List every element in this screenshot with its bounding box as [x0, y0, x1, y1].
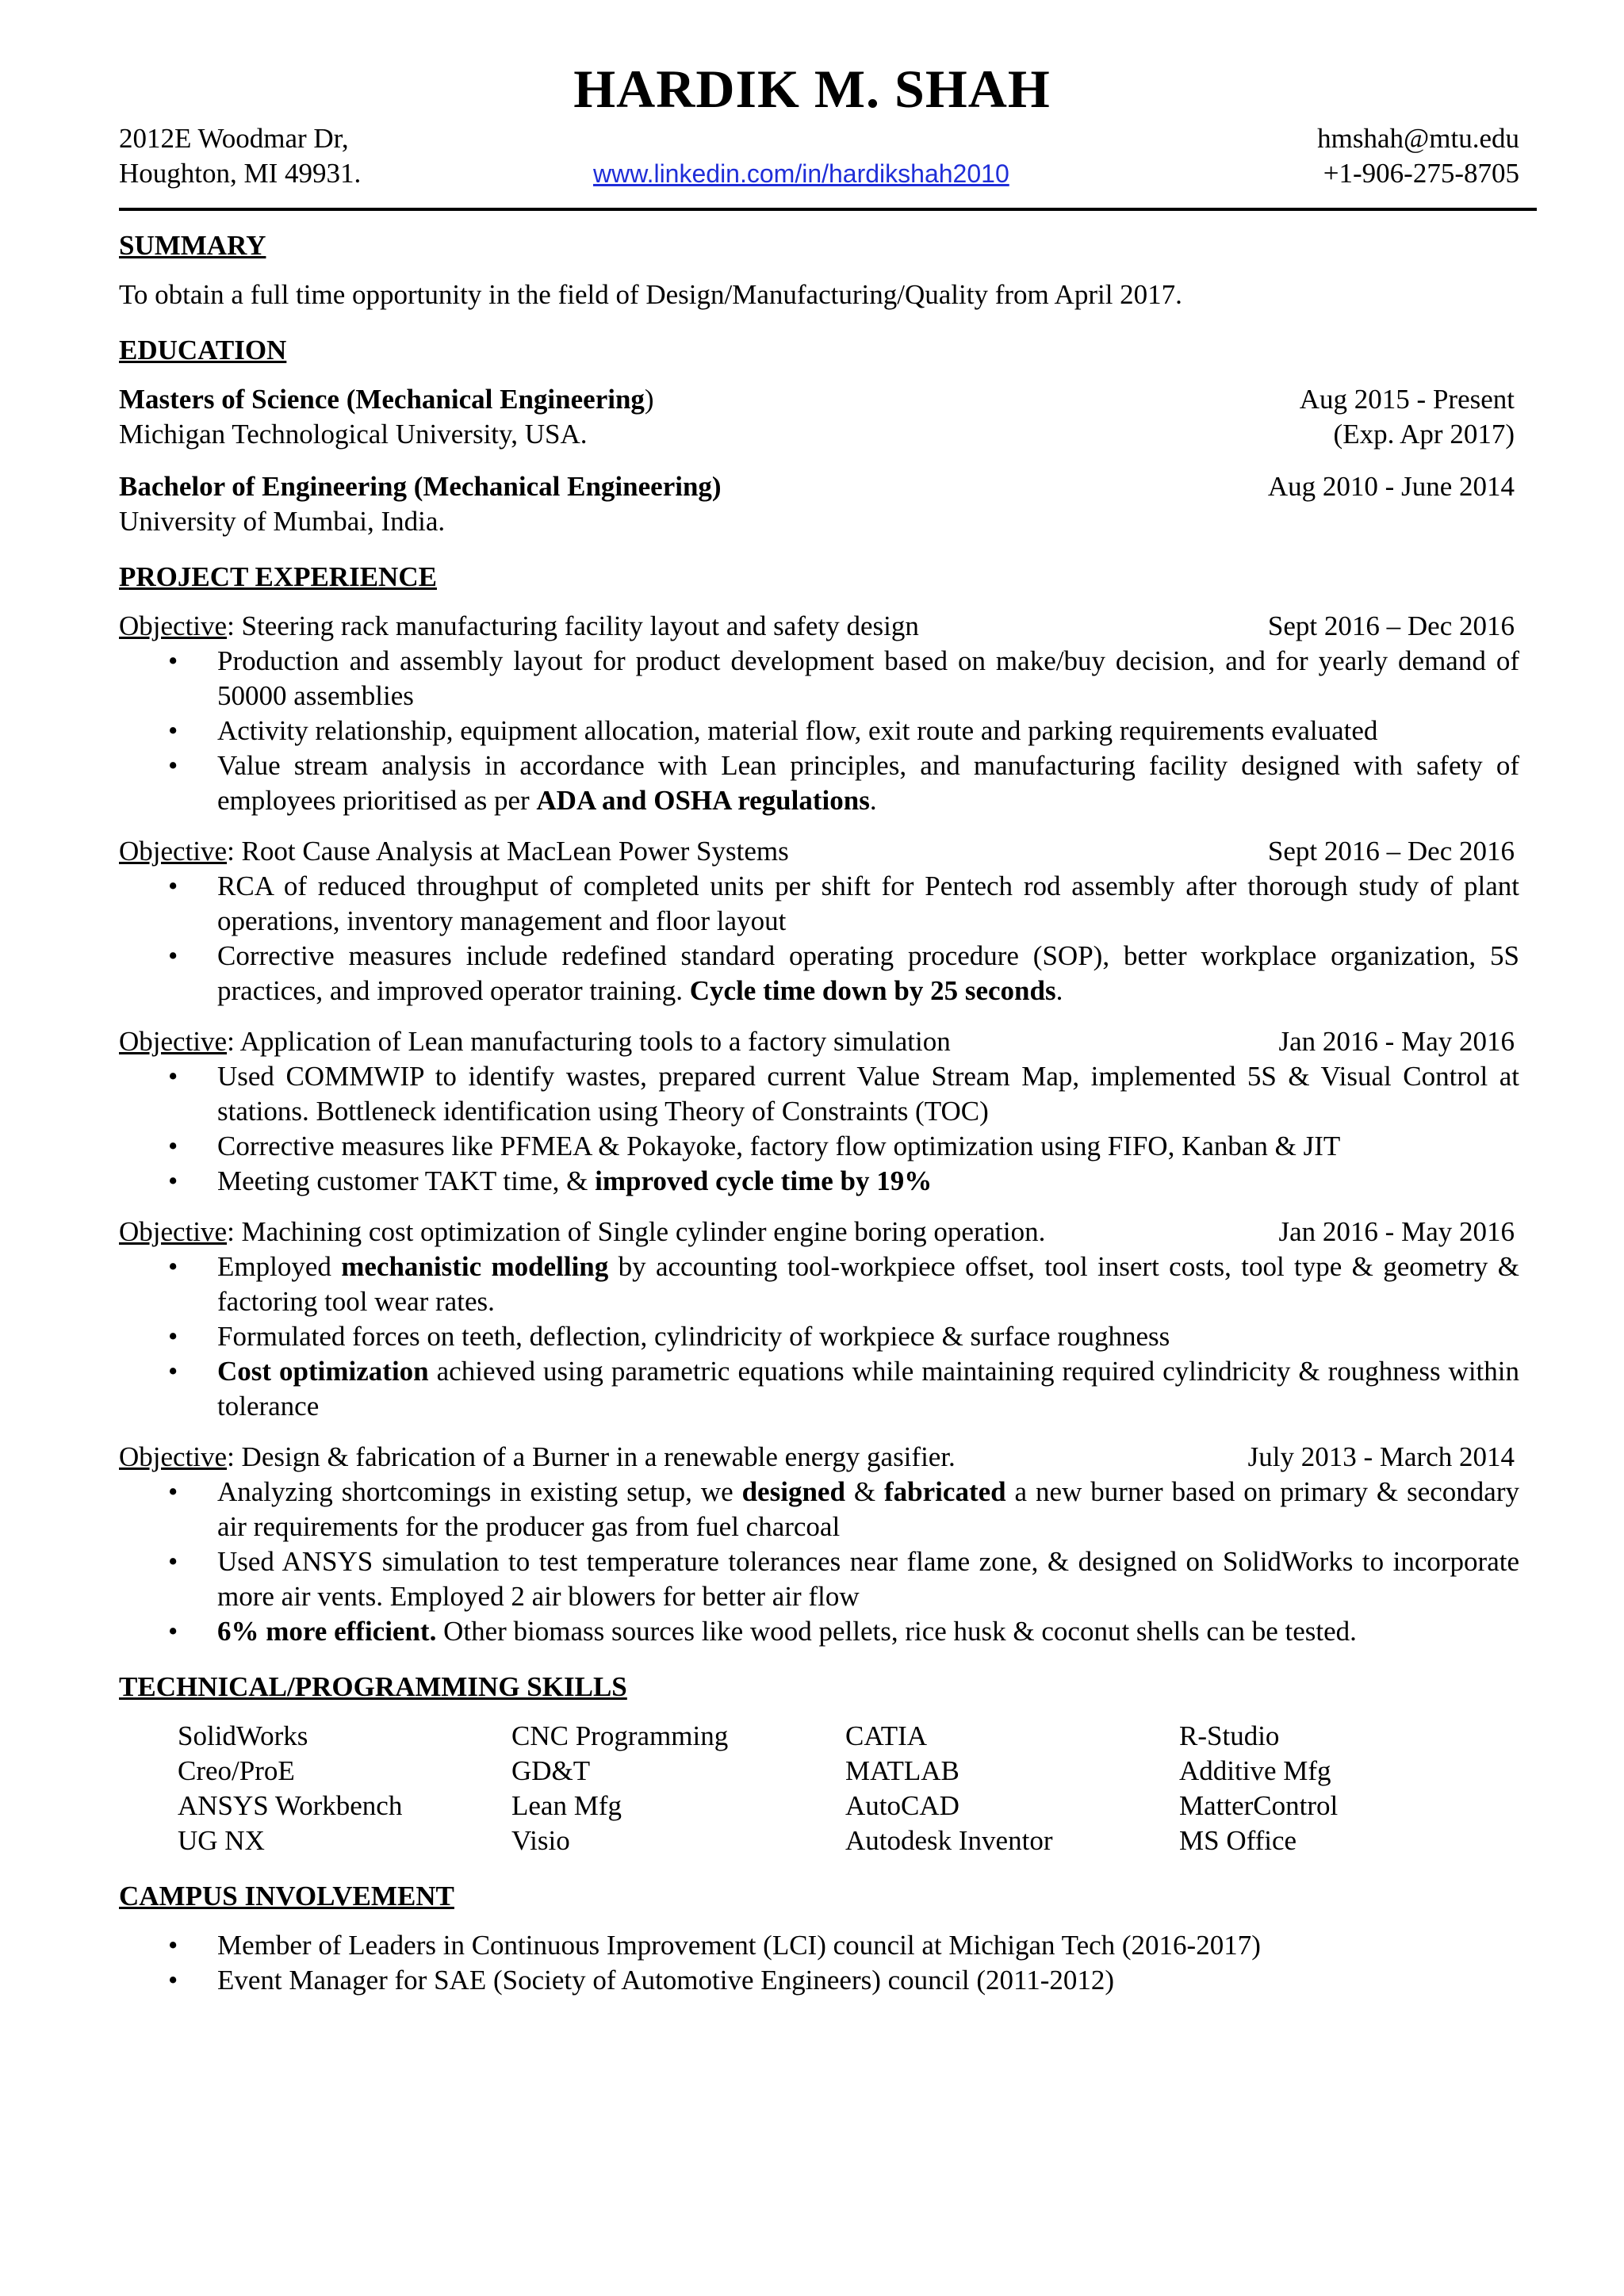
bullet-text: a new burner based on primary & secondary air requirements for the producer gas from fuel charcoal: [217, 1476, 1519, 1542]
bullet-icon: •: [168, 1476, 178, 1507]
project-bullets: [119, 1059, 1519, 1199]
skill-item: Creo/ProE: [178, 1755, 295, 1786]
bold-text: fabricated: [884, 1476, 1006, 1507]
bold-text: designed: [741, 1476, 845, 1507]
project-objective: [119, 1440, 956, 1475]
bullet-item: [119, 748, 1519, 818]
project-bullets: [119, 869, 1519, 1008]
bullet-icon: •: [168, 1131, 178, 1161]
skill-item: CATIA: [845, 1720, 928, 1751]
objective-text: : Machining cost optimization of Single cylinder engine boring operation.: [227, 1216, 1046, 1247]
skill-item: MatterControl: [1179, 1790, 1339, 1821]
objective-label: Objective: [119, 610, 228, 641]
degree-title: Masters of Science (Mechanical Engineering: [119, 384, 645, 415]
bullet-icon: •: [168, 1321, 178, 1352]
project-header: [119, 1440, 1519, 1475]
project-date: Sept 2016 – Dec 2016: [1267, 610, 1515, 641]
contact-block: [1317, 121, 1519, 191]
campus-list: [119, 1928, 1519, 1998]
bullet-item: [119, 1129, 1519, 1164]
bullet-text: achieved using parametric equations while maintaining required cylindricity & roughness within tolerance: [217, 1356, 1520, 1422]
project-date: Jan 2016 - May 2016: [1278, 1026, 1515, 1057]
bullet-text: &: [845, 1476, 885, 1507]
project-item: [119, 1215, 1519, 1424]
objective-text: : Steering rack manufacturing facility layout and safety design: [227, 610, 919, 641]
bullet-item: [119, 869, 1519, 939]
objective-text: : Design & fabrication of a Burner in a renewable energy gasifier.: [227, 1441, 956, 1472]
linkedin-link[interactable]: www.linkedin.com/in/hardikshah2010: [593, 159, 1009, 188]
education-entry: [119, 469, 1519, 539]
bullet-item: [119, 939, 1519, 1008]
project-header: [119, 609, 1519, 644]
objective-label: Objective: [119, 1441, 228, 1472]
skill-item: Additive Mfg: [1179, 1755, 1331, 1786]
candidate-name: HARDIK M. SHAH: [573, 59, 1051, 119]
objective-label: Objective: [119, 836, 228, 867]
bullet-item: [119, 1059, 1519, 1129]
resume-content: [119, 228, 1519, 1998]
skills-grid: [119, 1719, 1519, 1858]
bullet-text: Production and assembly layout for product development based on make/buy decision, and for yearly demand of 50000 assemblies: [217, 645, 1519, 711]
skill-item: R-Studio: [1179, 1720, 1280, 1751]
bullet-item: [119, 1544, 1519, 1614]
skill-item: CNC Programming: [511, 1720, 729, 1751]
bullet-icon: •: [168, 1965, 178, 1996]
skill-item: GD&T: [511, 1755, 591, 1786]
bold-text: mechanistic modelling: [341, 1251, 609, 1282]
skill-item: SolidWorks: [178, 1720, 308, 1751]
education-date-expected: (Exp. Apr 2017): [1333, 419, 1515, 450]
project-date: July 2013 - March 2014: [1247, 1441, 1515, 1472]
bullet-text: Other biomass sources like wood pellets, rice husk & coconut shells can be tested.: [436, 1616, 1357, 1647]
project-item: [119, 1024, 1519, 1199]
bullet-icon: •: [168, 750, 178, 781]
objective-text: : Application of Lean manufacturing tools to a factory simulation: [227, 1026, 951, 1057]
bullet-text: .: [1055, 975, 1063, 1006]
bullet-text: Used COMMWIP to identify wastes, prepared current Value Stream Map, implemented 5S & Visual Control at stations. Bottleneck identification using Theory of Constraints (TOC): [217, 1061, 1519, 1127]
degree-suffix: ): [644, 384, 654, 415]
project-objective: [119, 1215, 1045, 1249]
bold-text: improved cycle time by 19%: [595, 1165, 933, 1196]
bullet-text: Analyzing shortcomings in existing setup, we: [217, 1476, 742, 1507]
skill-item: AutoCAD: [845, 1790, 959, 1821]
bullet-text: Value stream analysis in accordance with Lean principles, and manufacturing facility designed with safety of employees prioritised as per: [217, 750, 1519, 816]
email-text[interactable]: hmshah@mtu.edu: [1317, 123, 1519, 154]
objective-label: Objective: [119, 1026, 228, 1057]
project-item: [119, 834, 1519, 1008]
bullet-icon: •: [168, 1616, 178, 1647]
skill-item: MS Office: [1179, 1825, 1297, 1856]
bullet-item: [119, 644, 1519, 714]
bullet-item: [119, 1928, 1519, 1963]
school-name: University of Mumbai, India.: [119, 506, 446, 537]
summary-text: To obtain a full time opportunity in the field of Design/Manufacturing/Quality from April 2017.: [119, 279, 1182, 310]
bold-text: Cost optimization: [217, 1356, 429, 1387]
bullet-icon: •: [168, 1061, 178, 1092]
bullet-icon: •: [168, 715, 178, 746]
bullet-item: [119, 1475, 1519, 1544]
bullet-item: [119, 1354, 1519, 1424]
bullet-item: [119, 714, 1519, 748]
skill-item: MATLAB: [845, 1755, 959, 1786]
project-header: [119, 1024, 1519, 1059]
degree-title: Bachelor of Engineering (Mechanical Engineering): [119, 471, 722, 502]
bullet-text: Meeting customer TAKT time, &: [217, 1165, 596, 1196]
section-title-summary: SUMMARY: [119, 230, 266, 261]
phone-text: +1-906-275-8705: [1323, 158, 1519, 189]
project-date: Sept 2016 – Dec 2016: [1267, 836, 1515, 867]
skill-item: Visio: [511, 1825, 570, 1856]
education-date: Aug 2010 - June 2014: [1267, 471, 1515, 502]
objective-label: Objective: [119, 1216, 228, 1247]
bullet-icon: •: [168, 1251, 178, 1282]
skill-item: ANSYS Workbench: [178, 1790, 403, 1821]
project-bullets: [119, 1249, 1519, 1424]
address-line-1: 2012E Woodmar Dr,: [119, 123, 349, 154]
bullet-text: Employed: [217, 1251, 342, 1282]
bullet-icon: •: [168, 1165, 178, 1196]
bullet-icon: •: [168, 940, 178, 971]
project-item: [119, 1440, 1519, 1649]
bullet-text: Activity relationship, equipment allocation, material flow, exit route and parking requirements evaluated: [217, 715, 1378, 746]
skill-item: UG NX: [178, 1825, 265, 1856]
bold-text: 6% more efficient.: [217, 1616, 437, 1647]
section-title-education: EDUCATION: [119, 335, 287, 365]
education-date: Aug 2015 - Present: [1299, 384, 1515, 415]
bullet-icon: •: [168, 1356, 178, 1387]
bullet-text: .: [869, 785, 877, 816]
section-title-campus: CAMPUS INVOLVEMENT: [119, 1881, 454, 1911]
project-item: [119, 609, 1519, 818]
bullet-text: Corrective measures include redefined standard operating procedure (SOP), better workplace organization, 5S practices, and improved operator training.: [217, 940, 1519, 1006]
skill-item: Lean Mfg: [511, 1790, 622, 1821]
bullet-icon: •: [168, 871, 178, 901]
address-block: [119, 121, 361, 191]
project-list: [119, 609, 1519, 1649]
education-date-expected: [1515, 504, 1519, 539]
bullet-item: [119, 1963, 1519, 1998]
bullet-icon: •: [168, 1930, 178, 1961]
bullet-item: [119, 1249, 1519, 1319]
project-objective: [119, 1024, 951, 1059]
project-objective: [119, 834, 789, 869]
bullet-text: RCA of reduced throughput of completed units per shift for Pentech rod assembly after thorough study of plant operations, inventory management and floor layout: [217, 871, 1519, 936]
project-objective: [119, 609, 919, 644]
project-bullets: [119, 1475, 1519, 1649]
bold-text: ADA and OSHA regulations: [536, 785, 870, 816]
bold-text: Cycle time down by 25 seconds: [689, 975, 1056, 1006]
bullet-text: Corrective measures like PFMEA & Pokayoke, factory flow optimization using FIFO, Kanban & JIT: [217, 1131, 1341, 1161]
header-divider: [119, 208, 1537, 211]
bullet-item: [119, 1164, 1519, 1199]
project-date: Jan 2016 - May 2016: [1278, 1216, 1515, 1247]
bullet-icon: •: [168, 645, 178, 676]
project-bullets: [119, 644, 1519, 818]
section-title-projects: PROJECT EXPERIENCE: [119, 561, 437, 592]
bullet-text: Formulated forces on teeth, deflection, cylindricity of workpiece & surface roughness: [217, 1321, 1170, 1352]
school-name: Michigan Technological University, USA.: [119, 419, 588, 450]
skill-item: Autodesk Inventor: [845, 1825, 1053, 1856]
campus-item-text: Event Manager for SAE (Society of Automotive Engineers) council (2011-2012): [217, 1965, 1115, 1996]
bullet-text: by accounting tool-workpiece offset, tool insert costs, tool type & geometry & factoring tool wear rates.: [217, 1251, 1519, 1317]
section-title-skills: TECHNICAL/PROGRAMMING SKILLS: [119, 1671, 627, 1702]
project-header: [119, 1215, 1519, 1249]
bullet-icon: •: [168, 1546, 178, 1577]
project-header: [119, 834, 1519, 869]
education-entry: [119, 382, 1519, 452]
objective-text: : Root Cause Analysis at MacLean Power Systems: [227, 836, 789, 867]
bullet-item: [119, 1319, 1519, 1354]
bullet-item: [119, 1614, 1519, 1649]
address-line-2: Houghton, MI 49931.: [119, 158, 362, 189]
bullet-text: Used ANSYS simulation to test temperature tolerances near flame zone, & designed on SolidWorks to incorporate more air vents. Employed 2 air blowers for better air flow: [217, 1546, 1519, 1612]
campus-item-text: Member of Leaders in Continuous Improvement (LCI) council at Michigan Tech (2016-2017): [217, 1930, 1261, 1961]
